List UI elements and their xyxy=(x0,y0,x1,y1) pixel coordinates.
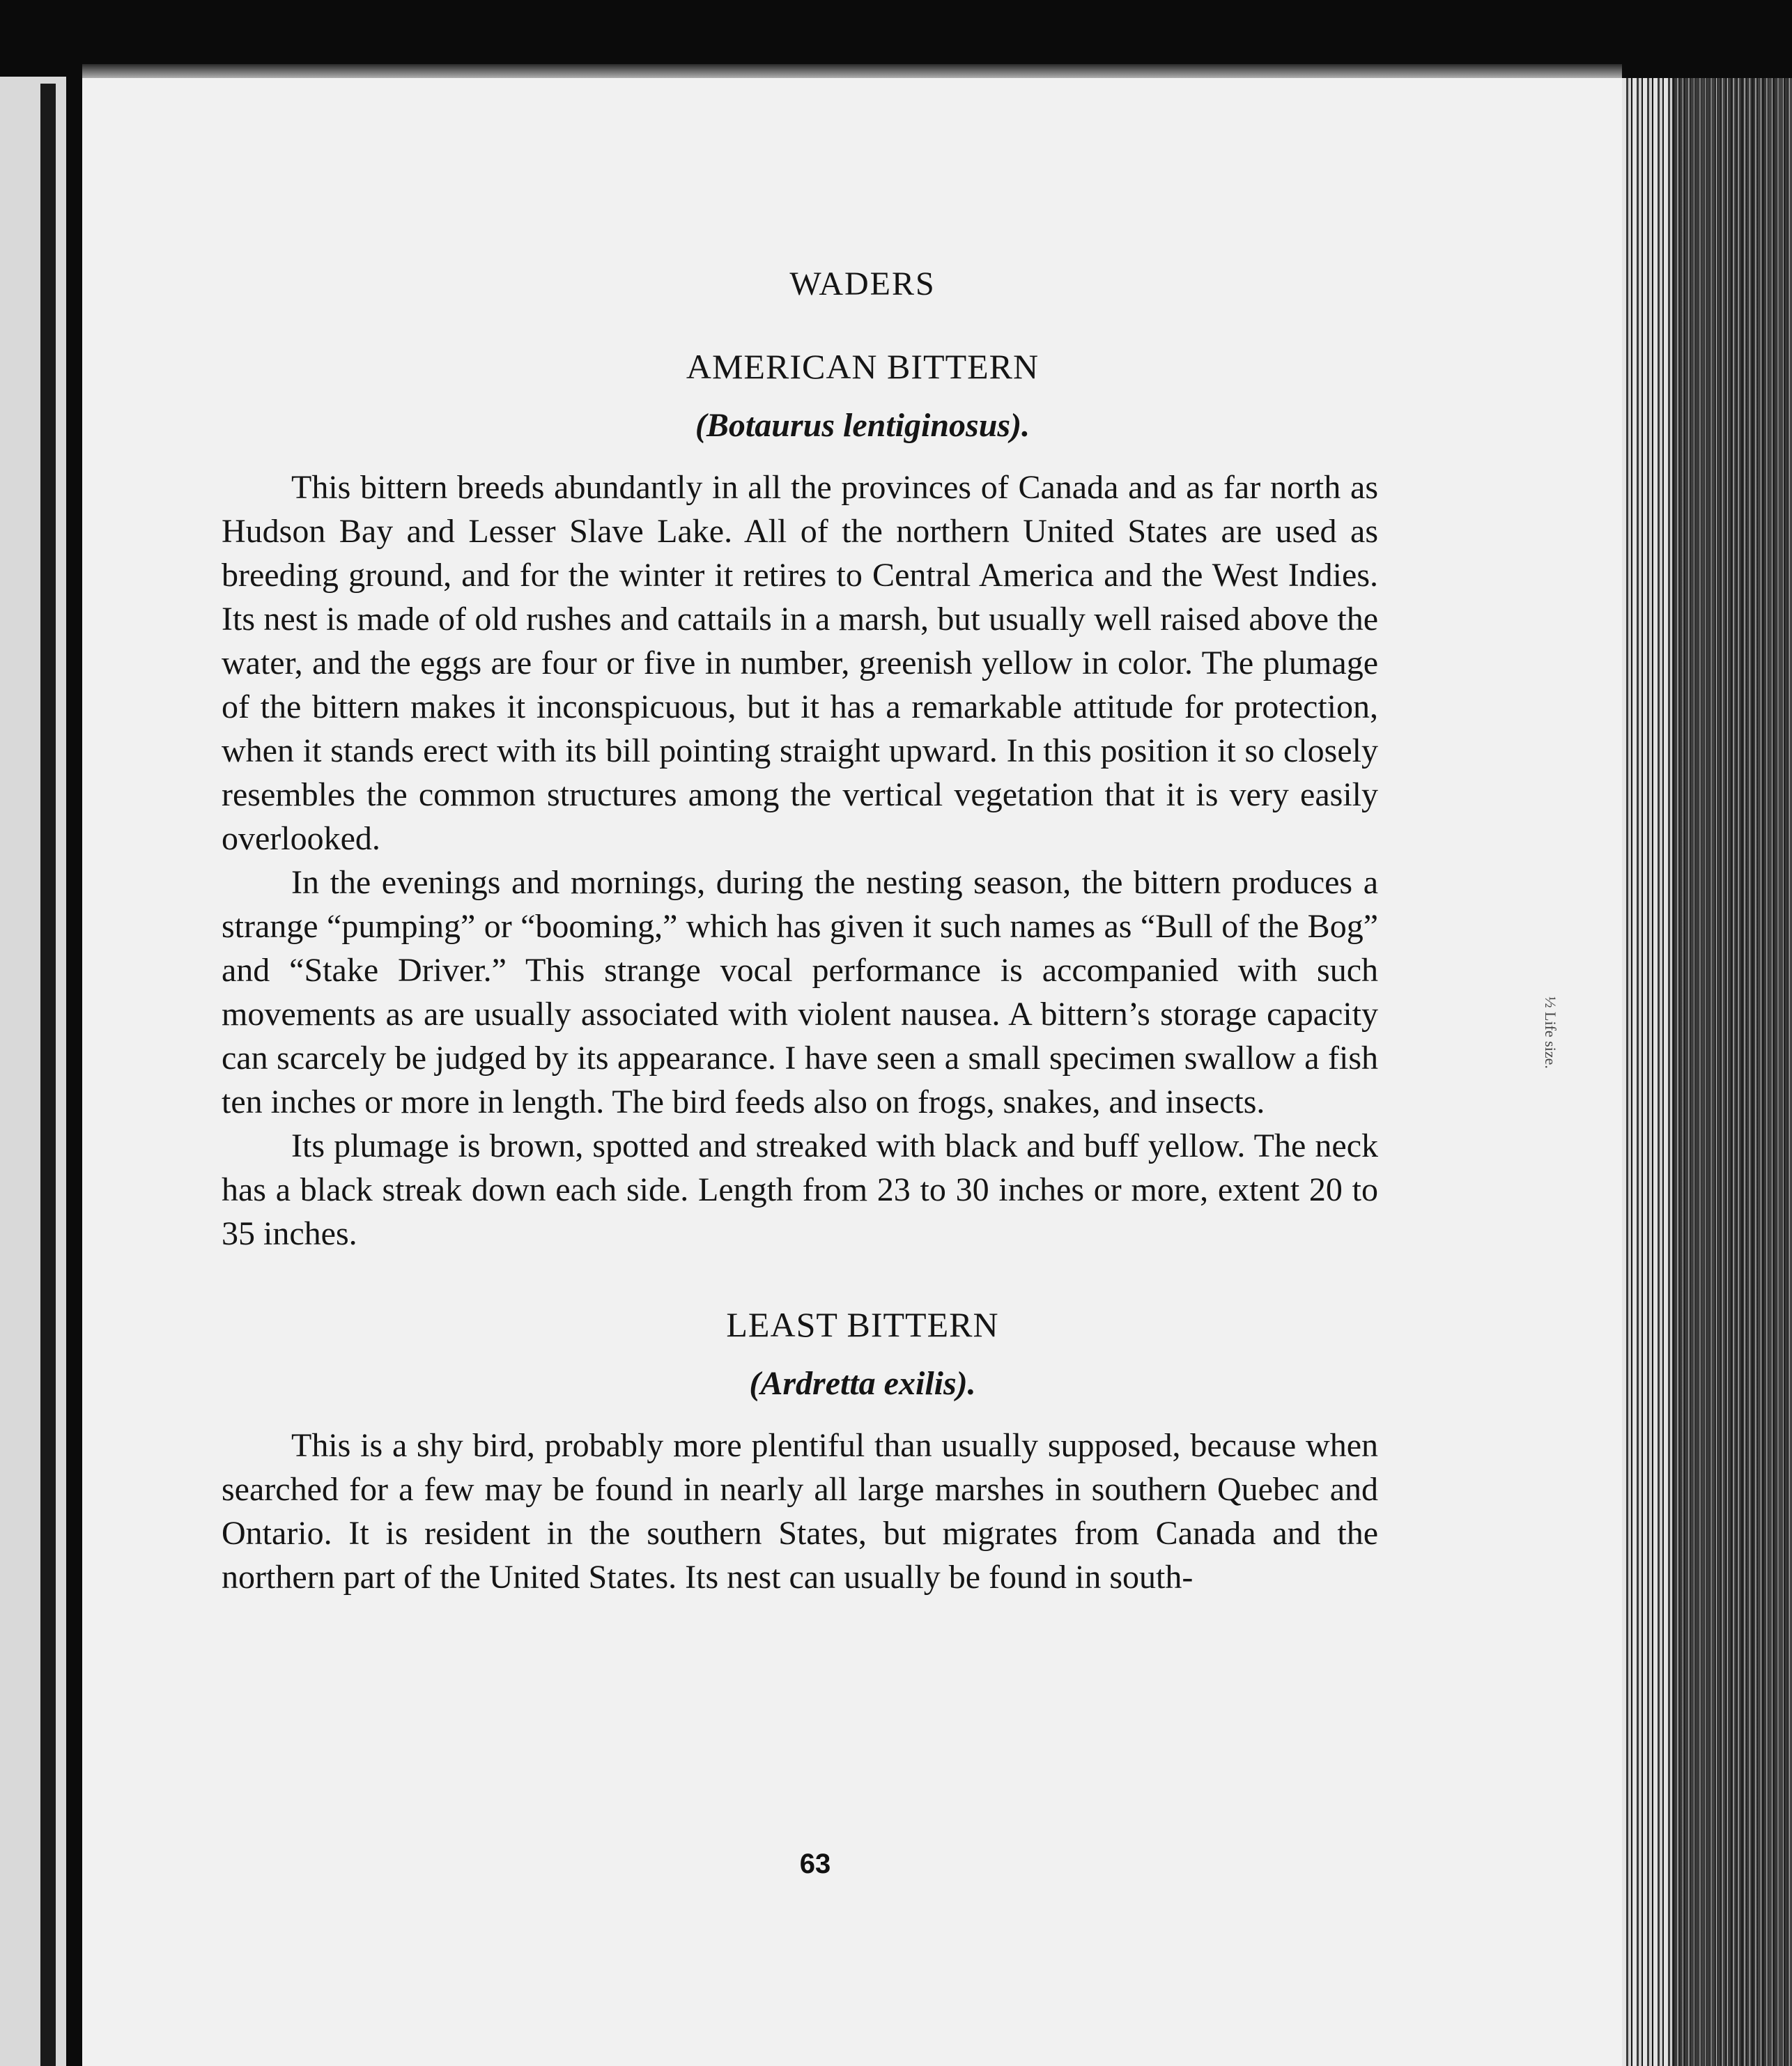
book-gutter xyxy=(40,84,56,2066)
paragraph: This is a shy bird, probably more plentiful than usually supposed, because when searched for a few may be found in nearly all large marshes in southern Quebec and Ontario. It is resident in the southern States, but migrates from Canada and the northern part of the United States. Its nest can usually be found in south- xyxy=(222,1427,1378,1596)
section-heading: WADERS xyxy=(789,265,936,302)
left-page-edge xyxy=(0,77,66,2066)
species-title-least-bittern: LEAST BITTERN xyxy=(726,1305,999,1344)
latin-name-american-bittern: (Botaurus lentiginosus). xyxy=(695,407,1030,444)
species-title-american-bittern: AMERICAN BITTERN xyxy=(686,347,1040,386)
page-number: 63 xyxy=(799,1849,831,1879)
margin-note: ½ Life size. xyxy=(1542,996,1559,1069)
paragraph: In the evenings and mornings, during the nesting season, the bittern produces a strange “pumping” or “booming,” which has given it such names as “Bull of the Bog” and “Stake Driver.” This strange vocal performance is accompanied with such movements as are usually associated with violent nausea. A bittern’s storage capacity can scarcely be judged by its appearance. I have seen a small specimen swallow a fish ten inches or more in length. The bird feeds also on frogs, snakes, and insects. xyxy=(222,864,1378,1120)
latin-name-least-bittern: (Ardretta exilis). xyxy=(749,1365,976,1402)
page-content xyxy=(222,265,1378,1599)
paragraph: This bittern breeds abundantly in all the provinces of Canada and as far north as Hudson Bay and Lesser Slave Lake. All of the northern United States are used as breeding ground, and for the winter it retires to Central America and the West Indies. Its nest is made of old rushes and cattails in a marsh, but usually well raised above the water, and the eggs are four or five in number, greenish yellow in color. The plumage of the bittern makes it inconspicuous, but it has a remarkable attitude for protection, when it stands erect with its bill pointing straight upward. In this position it so closely resembles the common structures among the vertical vegetation that it is very easily overlooked. xyxy=(222,469,1378,857)
paragraph: Its plumage is brown, spotted and streaked with black and buff yellow. The neck has a black streak down each side. Length from 23 to 30 inches or more, extent 20 to 35 inches. xyxy=(222,1127,1378,1252)
book-fore-edge-shadow xyxy=(1672,78,1792,2066)
